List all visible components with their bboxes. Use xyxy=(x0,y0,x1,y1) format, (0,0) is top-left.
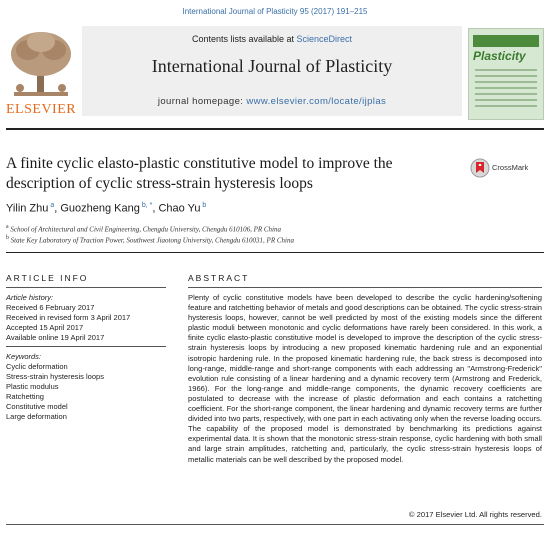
keyword: Constitutive model xyxy=(6,402,68,411)
journal-header xyxy=(6,26,542,118)
affiliation-text: School of Architectural and Civil Engineering, Chengdu University, Chengdu 610106, PR China xyxy=(8,225,281,234)
abstract-text: Plenty of cyclic constitutive models have been developed to describe the cyclic hardening/softening feature and ratchetting behavior of metals and good descriptions can be obtained. The cyclic stress-strain hysteresis loops, however, cannot be well predicted by most of the existing models since the different plastic moduli between monotonic and cyclic deformations have rarely been considered. In this work, a finite cyclic elasto-plastic constitutive model is developed to improve the description of the cyclic stress-strain hysteresis loops by introducing a new proposed kinematic hardening rule and an exponential isotropic hardening rule. In the proposed kinematic hardening rule, the back stress is decomposed into long-range, middle-range and short-range components with each addressing an "Armstrong-Frederick" evolution rule consisting of a linear hardening and a dynamic recovery term (Armstrong and Frederick, 1966). For the long-range and middle-range components, the dynamic recovery coefficients are postulated to decrease with the increase of plastic deformation and each contains a ratchetting coefficient. For the short-range component, the linear hardening and dynamic recovery terms are further divided into two parts, respectively, with one part in each activating only when the reverse loading occurs. The capability of the proposed model is demonstrated by benchmarking its predictions against experimental data. It is shown that the monotonic stress-strain response, cyclic hardening with both small and large strain amplitudes, ratchetting and, particularly, the cyclic stress-strain hysteresis loops of metallic materials can be well described by the proposed model. xyxy=(188,293,543,464)
journal-title: International Journal of Plasticity xyxy=(151,56,393,76)
keyword: Cyclic deformation xyxy=(6,362,68,371)
sciencedirect-link[interactable]: ScienceDirect xyxy=(296,34,353,44)
cover-decoration xyxy=(475,69,537,111)
journal-homepage xyxy=(82,96,462,107)
history-item: Received in revised form 3 April 2017 xyxy=(6,313,131,322)
article-title: A finite cyclic elasto-plastic constitutive model to improve the description of cyclic stress-strain hysteresis loops xyxy=(6,155,393,192)
author-separator: , xyxy=(152,202,159,215)
contents-line xyxy=(82,34,462,44)
author-name[interactable]: Chao Yu xyxy=(158,202,201,215)
affiliation-a xyxy=(6,224,281,233)
author-affil-marker[interactable]: a xyxy=(48,202,55,209)
copyright-notice: © 2017 Elsevier Ltd. All rights reserved. xyxy=(408,510,542,519)
elsevier-wordmark: ELSEVIER xyxy=(6,102,77,117)
history-item: Received 6 February 2017 xyxy=(6,303,95,312)
keyword: Ratchetting xyxy=(6,392,44,401)
keyword: Plastic modulus xyxy=(6,382,59,391)
article-info-heading: ARTICLE INFO xyxy=(6,273,89,283)
keyword: Stress-strain hysteresis loops xyxy=(6,372,104,381)
journal-reference[interactable]: International Journal of Plasticity 95 (2017) 191–215 xyxy=(182,7,368,16)
affiliation-marker: b xyxy=(6,235,9,241)
author-name[interactable]: Yilin Zhu xyxy=(6,202,49,215)
footer-rule xyxy=(6,524,544,525)
crossmark-icon xyxy=(470,158,490,178)
article-info-rule xyxy=(6,287,166,288)
history-label: Article history: xyxy=(6,293,54,302)
crossmark-label: CrossMark xyxy=(492,163,529,172)
keywords xyxy=(6,352,166,422)
journal-cover[interactable] xyxy=(468,28,544,120)
keywords-label: Keywords: xyxy=(6,352,42,361)
history-item: Available online 19 April 2017 xyxy=(6,333,105,342)
abstract-heading: ABSTRACT xyxy=(188,273,250,283)
contents-prefix: Contents lists available at xyxy=(191,34,297,44)
author-separator: , xyxy=(54,202,61,215)
abstract-rule xyxy=(188,287,542,288)
history-rule xyxy=(6,346,166,347)
keyword: Large deformation xyxy=(6,412,67,421)
affiliation-marker: a xyxy=(6,224,9,230)
elsevier-tree-logo xyxy=(6,28,76,118)
crossmark-badge[interactable] xyxy=(470,158,540,180)
homepage-link[interactable]: www.elsevier.com/locate/ijplas xyxy=(246,96,387,107)
affiliation-text: State Key Laboratory of Traction Power, Southwest Jiaotong University, Chengdu 610031, PR China xyxy=(8,236,294,245)
affiliation-b xyxy=(6,235,294,244)
header-rule xyxy=(6,128,544,130)
author-name[interactable]: Guozheng Kang xyxy=(60,202,140,215)
journal-masthead xyxy=(82,26,462,116)
authors-rule xyxy=(6,252,544,253)
author-list xyxy=(6,202,206,215)
cover-band xyxy=(473,35,539,47)
history-item: Accepted 15 April 2017 xyxy=(6,323,84,332)
author-affil-marker[interactable]: b, * xyxy=(139,202,153,209)
author-affil-marker[interactable]: b xyxy=(200,202,207,209)
cover-title: Plasticity xyxy=(473,49,526,63)
article-history xyxy=(6,293,166,343)
tree-icon xyxy=(6,28,76,100)
homepage-prefix: journal homepage: xyxy=(157,96,247,107)
